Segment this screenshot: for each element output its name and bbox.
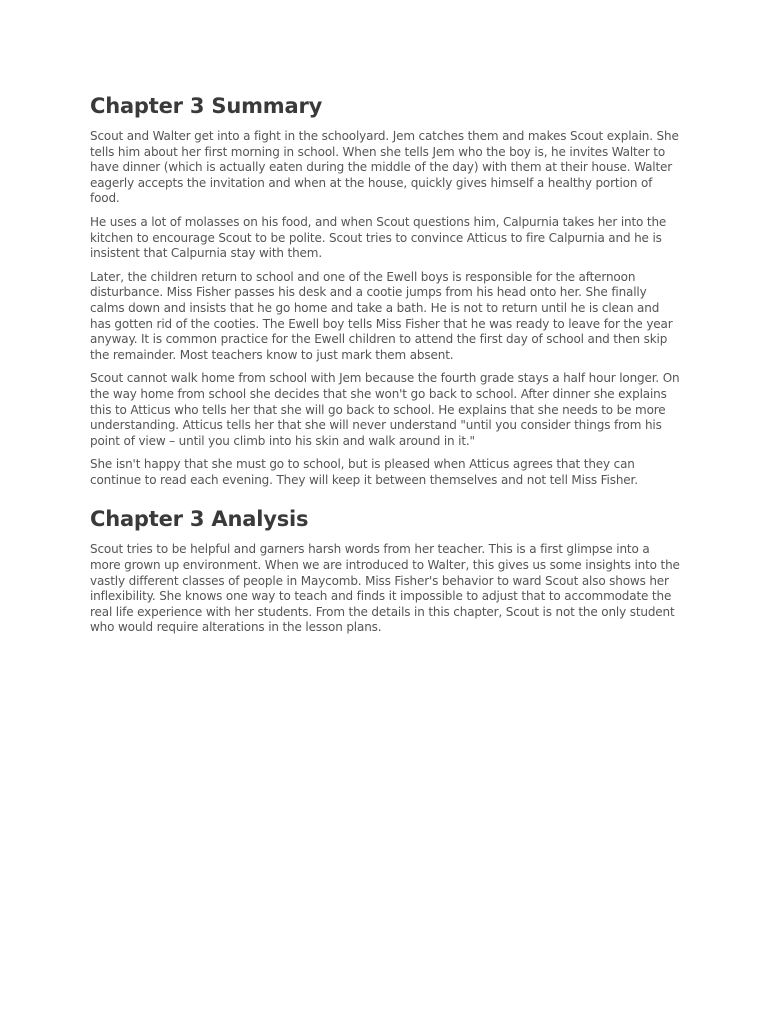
summary-paragraph-3: Later, the children return to school and one of the Ewell boys is responsible for the afternoon disturbance. Miss Fisher passes his desk and a cootie jumps from his head onto her. She finally calms down and insists that he go home and take a bath. He is not to return until he is clean and has gotten rid of the cooties. The Ewell boy tells Miss Fisher that he was ready to leave for the year anyway. It is common practice for the Ewell children to attend the first day of school and then skip the remainder. Most teachers know to just mark them absent. [90,269,673,362]
summary-paragraph-2: He uses a lot of molasses on his food, and when Scout questions him, Calpurnia takes her into the kitchen to encourage Scout to be polite. Scout tries to convince Atticus to fire Calpurnia and he is insistent that Calpurnia stay with them. [90,214,667,261]
summary-paragraph-1: Scout and Walter get into a fight in the schoolyard. Jem catches them and makes Scout explain. She tells him about her first morning in school. When she tells Jem who the boy is, he invites Walter to have dinner (which is actually eaten during the middle of the day) with them at their house. Walter eagerly accepts the invitation and when at the house, quickly gives himself a healthy portion of food. [90,129,679,206]
summary-paragraph-5: She isn't happy that she must go to school, but is pleased when Atticus agrees that they can continue to read each evening. They will keep it between themselves and not tell Miss Fisher. [90,457,638,487]
document-page [90,92,680,644]
summary-heading: Chapter 3 Summary [90,94,323,118]
analysis-heading: Chapter 3 Analysis [90,507,309,532]
summary-paragraph-4: Scout cannot walk home from school with Jem because the fourth grade stays a half hour longer. On the way home from school she decides that she won't go back to school. After dinner she explains this to Atticus who tells her that she will go back to school. He explains that she needs to be more understanding. Atticus tells her that she will never understand "until you consider things from his point of view – until you climb into his skin and walk around in it." [90,371,680,448]
analysis-paragraph-1: Scout tries to be helpful and garners harsh words from her teacher. This is a first glimpse into a more grown up environment. When we are introduced to Walter, this gives us some insights into the vastly different classes of people in Maycomb. Miss Fisher's behavior to ward Scout also shows her inflexibility. She knows one way to teach and finds it impossible to adjust that to accommodate the real life experience with her students. From the details in this chapter, Scout is not the only student who would require alterations in the lesson plans. [90,542,680,635]
